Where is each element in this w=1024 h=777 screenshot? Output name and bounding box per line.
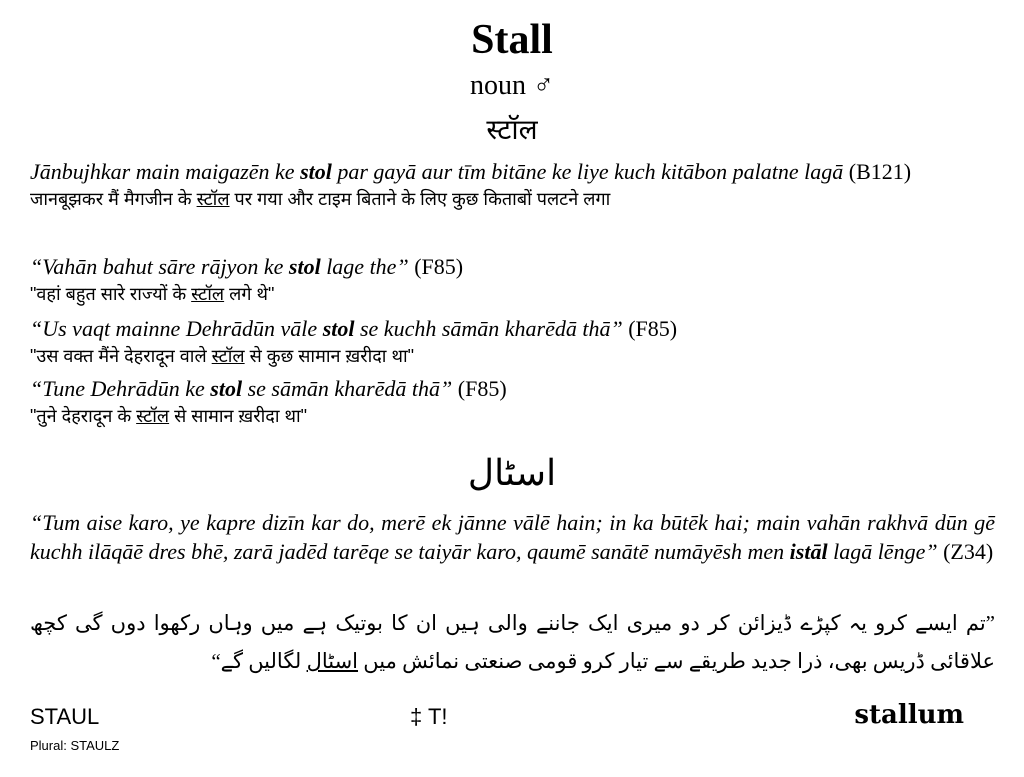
plural-form: Plural: STAULZ: [30, 738, 120, 753]
example-english: “Tum aise karo, ye kapre dizīn kar do, merē ek jānne vālē hain; in ka būtēk hai; main vahān rakhvā dūn gē kuchh ilāqāē dres bhē, zarā jadēd tarēqe se taiyār karo, qaumē sanātē numāyēsh men istāl lagā lēnge” (Z34): [30, 510, 995, 564]
etymology-symbol: ‡ T!: [410, 704, 448, 729]
etymon: stallum: [854, 700, 964, 730]
example-hindi: "तुने देहरादून के स्टॉल से सामान ख़रीदा था": [30, 406, 308, 426]
example-english: Jānbujhkar main maigazēn ke stol par gayā aur tīm bitāne ke liye kuch kitābon palatne lagā (B121): [30, 159, 912, 184]
urdu-headword: اسٹال: [467, 453, 557, 493]
headword: Stall: [471, 17, 553, 63]
example-english: “Tune Dehrādūn ke stol se sāmān kharēdā thā” (F85): [30, 376, 507, 401]
urdu-example-text: ”تم ایسے کرو یہ کپڑے ڈیزائن کر دو میری ایک جاننے والی ہیں ان کا بوتیک ہے میں وہاں رکھوا دوں گی کچھ علاقائی ڈریس بھی، ذرا جدید طریقے سے تیار کرو قومی صنعتی نمائش میں اسٹال لگالیں گے“: [30, 611, 995, 673]
example-1: [30, 157, 995, 212]
example-3: [30, 314, 995, 369]
example-hindi: जानबूझकर मैं मैगजीन के स्टॉल पर गया और टाइम बिताने के लिए कुछ किताबों पलटने लगा: [30, 189, 611, 209]
example-hindi: "उस वक्त मैंने देहरादून वाले स्टॉल से कुछ सामान ख़रीदा था": [30, 346, 415, 366]
example-2: [30, 252, 995, 307]
part-of-speech: noun ♂: [470, 70, 554, 101]
hindi-headword: स्टॉल: [486, 114, 538, 145]
example-english: “Vahān bahut sāre rājyon ke stol lage the” (F85): [30, 254, 464, 279]
romanization: STAUL: [30, 704, 100, 729]
example-english: “Us vaqt mainne Dehrādūn vāle stol se kuchh sāmān kharēdā thā” (F85): [30, 316, 678, 341]
urdu-example-english: [30, 508, 995, 566]
example-4: [30, 374, 995, 429]
example-hindi: "वहां बहुत सारे राज्यों के स्टॉल लगे थे": [30, 284, 275, 304]
